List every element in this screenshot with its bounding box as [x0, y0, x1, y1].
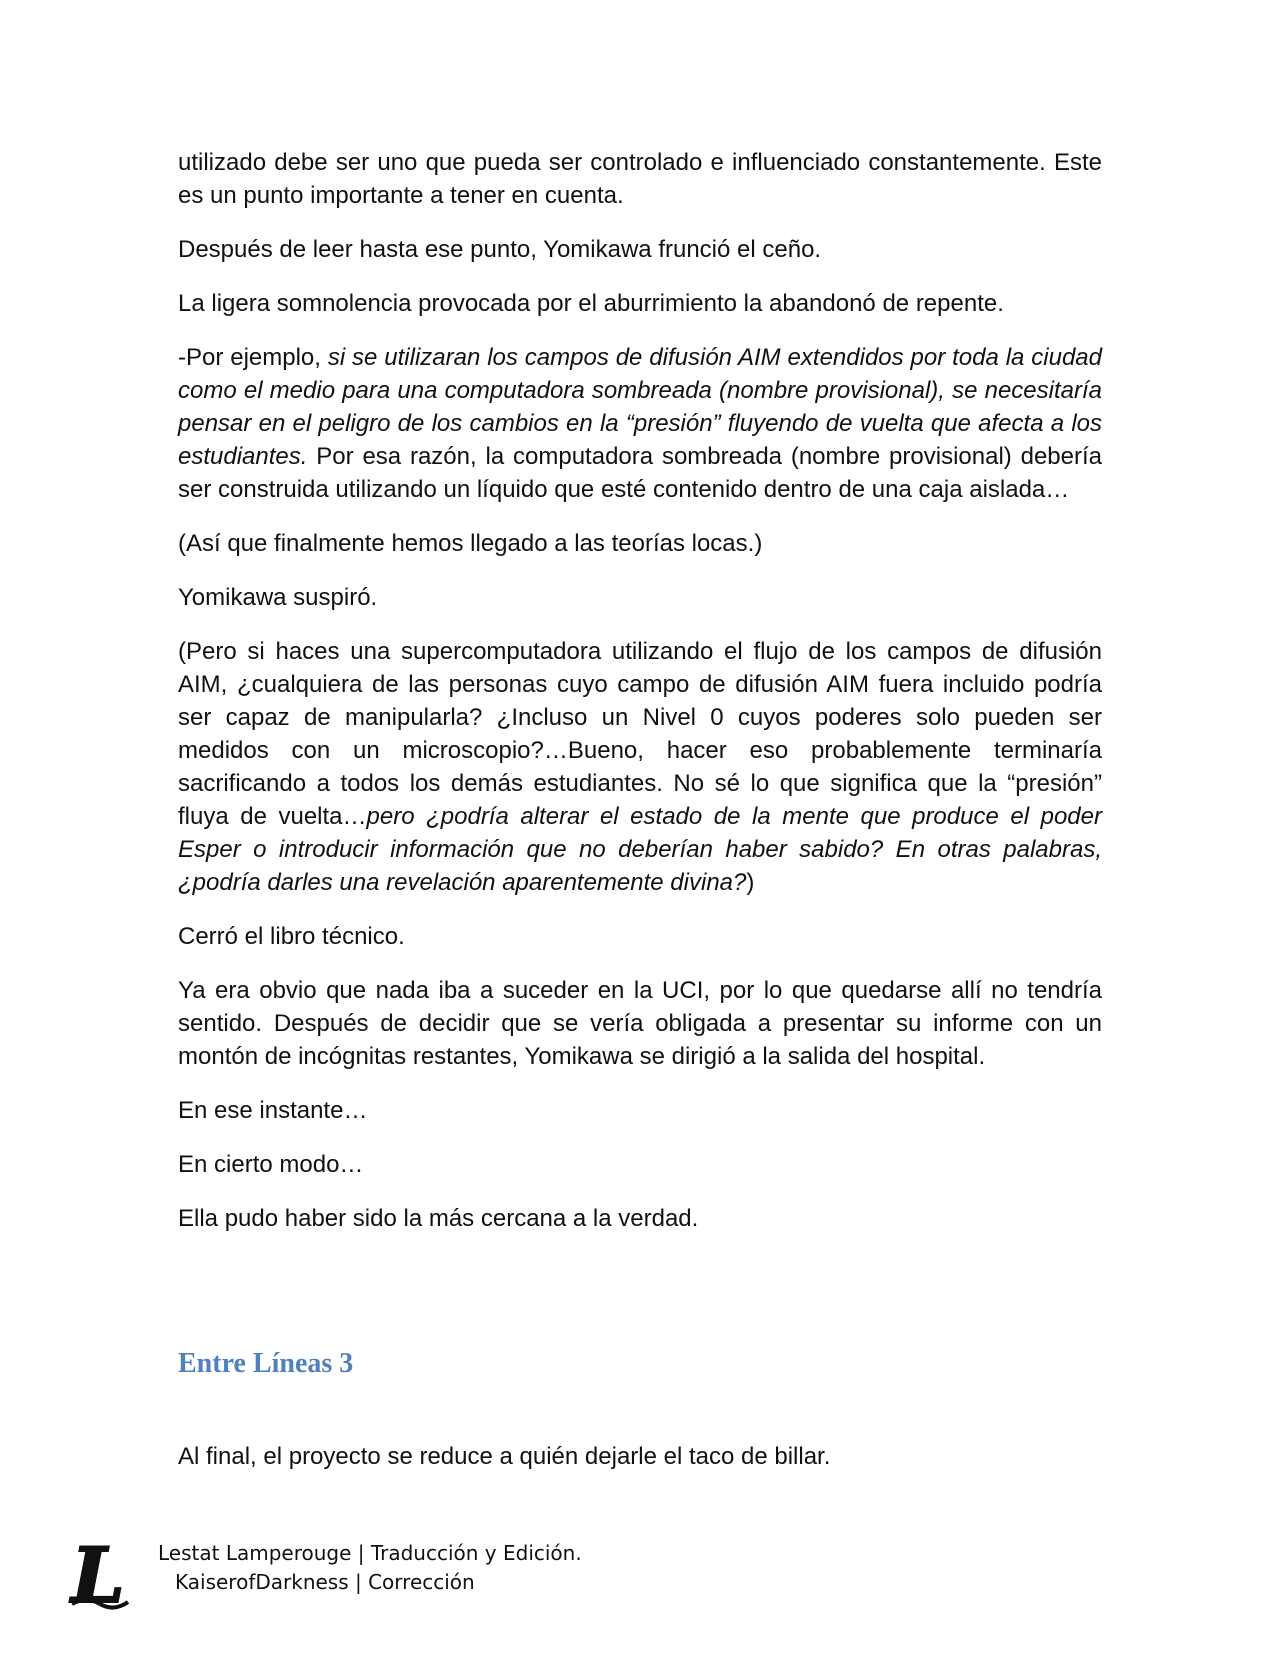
section-paragraph: Al final, el proyecto se reduce a quién dejarle el taco de billar.	[178, 1443, 831, 1470]
text-segment: (Así que finalmente hemos llegado a las teorías locas.)	[178, 530, 763, 557]
body-paragraph	[178, 527, 1102, 560]
text-segment: Yomikawa suspiró.	[178, 584, 378, 611]
logo-letter: L	[71, 1538, 125, 1612]
body-paragraph	[178, 146, 1102, 212]
body-paragraph	[178, 1202, 1102, 1235]
gothic-letter-l-logo-icon	[66, 1538, 130, 1612]
credit-translation: Lestat Lamperouge | Traducción y Edición.	[158, 1541, 582, 1565]
italic-text-segment: si se utilizaran los campos de difusión AIM extendidos por toda la ciudad como el medio para una computadora sombreada (nombre provisional), se necesitaría pensar en el peligro de los cambios en la “presión” fluyendo de vuelta que afecta a los estudiantes.	[178, 344, 1102, 470]
body-paragraph	[178, 920, 1102, 953]
text-segment: Ella pudo haber sido la más cercana a la verdad.	[178, 1205, 699, 1232]
text-segment: Cerró el libro técnico.	[178, 923, 405, 950]
text-segment: (Pero si haces una supercomputadora utilizando el flujo de los campos de difusión AIM, ¿cualquiera de las personas cuyo campo de difusión AIM fuera incluido podría ser capaz de manipularla? ¿Incluso un Nivel 0 cuyos poderes solo pueden ser medidos con un microscopio?…Bueno, hacer eso probablemente terminaría sacrificando a todos los demás estudiantes. No sé lo que significa que la “presión” fluya de vuelta…	[178, 638, 1102, 830]
text-segment: -Por ejemplo,	[178, 344, 328, 371]
text-segment: Después de leer hasta ese punto, Yomikawa frunció el ceño.	[178, 236, 822, 263]
text-segment: Ya era obvio que nada iba a suceder en la UCI, por lo que quedarse allí no tendría sentido. Después de decidir que se vería obligada a presentar su informe con un montón de incógnitas restantes, Yomikawa se dirigió a la salida del hospital.	[178, 977, 1102, 1070]
body-paragraph	[178, 1148, 1102, 1181]
body-paragraph	[178, 974, 1102, 1073]
footer-credits	[158, 1539, 582, 1597]
text-segment: La ligera somnolencia provocada por el aburrimiento la abandonó de repente.	[178, 290, 1004, 317]
page-body	[178, 146, 1102, 1256]
body-paragraph	[178, 581, 1102, 614]
body-paragraph	[178, 635, 1102, 899]
body-paragraph	[178, 341, 1102, 506]
body-paragraph	[178, 1094, 1102, 1127]
text-segment: En cierto modo…	[178, 1151, 364, 1178]
text-segment: Por esa razón, la computadora sombreada (nombre provisional) debería ser construida utilizando un líquido que esté contenido dentro de una caja aislada…	[178, 443, 1102, 503]
section-heading: Entre Líneas 3	[178, 1348, 354, 1379]
text-segment: )	[746, 869, 755, 896]
text-segment: utilizado debe ser uno que pueda ser controlado e influenciado constantemente. Este es un punto importante a tener en cuenta.	[178, 149, 1102, 209]
body-paragraph	[178, 287, 1102, 320]
credit-correction: KaiserofDarkness | Corrección	[175, 1570, 475, 1594]
italic-text-segment: pero ¿podría alterar el estado de la mente que produce el poder Esper o introducir información que no deberían haber sabido? En otras palabras, ¿podría darles una revelación aparentemente divina?	[178, 803, 1102, 896]
text-segment: En ese instante…	[178, 1097, 368, 1124]
body-paragraph	[178, 233, 1102, 266]
